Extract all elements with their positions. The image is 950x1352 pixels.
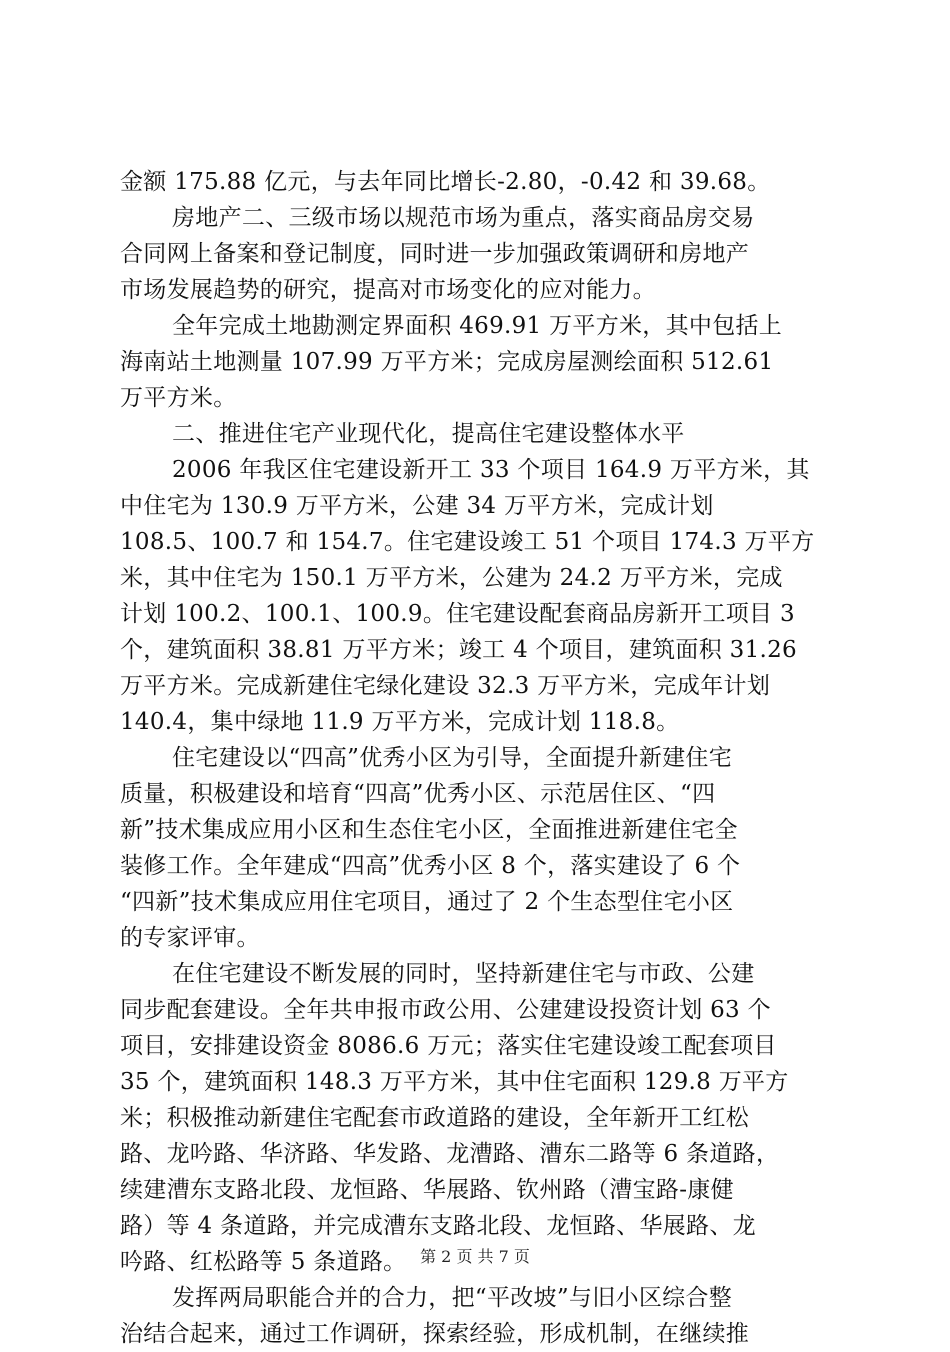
text-line: 中住宅为 130.9 万平方米，公建 34 万平方米，完成计划 <box>120 493 714 519</box>
text-line: 吟路、红松路等 5 条道路。 <box>120 1249 407 1275</box>
text-line: 同步配套建设。全年共申报市政公用、公建建设投资计划 63 个 <box>120 997 771 1023</box>
text-line: 续建漕东支路北段、龙恒路、华展路、钦州路（漕宝路-康健 <box>120 1177 734 1203</box>
section-heading: 二、推进住宅产业现代化，提高住宅建设整体水平 <box>172 421 685 447</box>
text-line: 住宅建设以“四高”优秀小区为引导，全面提升新建住宅 <box>172 745 733 771</box>
text-line: 米，其中住宅为 150.1 万平方米，公建为 24.2 万平方米，完成 <box>120 565 783 591</box>
text-line: 140.4，集中绿地 11.9 万平方米，完成计划 118.8。 <box>120 709 680 735</box>
text-line: 治结合起来，通过工作调研，探索经验，形成机制，在继续推 <box>120 1321 750 1347</box>
text-line: 万平方米。完成新建住宅绿化建设 32.3 万平方米，完成年计划 <box>120 673 771 699</box>
text-line: 项目，安排建设资金 8086.6 万元；落实住宅建设竣工配套项目 <box>120 1033 777 1059</box>
text-line: 路）等 4 条道路，并完成漕东支路北段、龙恒路、华展路、龙 <box>120 1213 756 1239</box>
text-line: 2006 年我区住宅建设新开工 33 个项目 164.9 万平方米，其 <box>172 457 810 483</box>
text-line: 35 个，建筑面积 148.3 万平方米，其中住宅面积 129.8 万平方 <box>120 1069 789 1095</box>
text-line: 海南站土地测量 107.99 万平方米；完成房屋测绘面积 512.61 <box>120 349 774 375</box>
text-line: 万平方米。 <box>120 385 237 411</box>
text-line: 金额 175.88 亿元，与去年同比增长-2.80，-0.42 和 39.68。 <box>120 169 771 195</box>
text-line: 合同网上备案和登记制度，同时进一步加强政策调研和房地产 <box>120 241 750 267</box>
page-footer <box>0 1245 950 1269</box>
text-line: “四新”技术集成应用住宅项目，通过了 2 个生态型住宅小区 <box>120 889 734 915</box>
text-line: 108.5、100.7 和 154.7。住宅建设竣工 51 个项目 174.3 万平方 <box>120 529 815 555</box>
text-line: 的专家评审。 <box>120 925 260 951</box>
page-number-label: 第 2 页 共 7 页 <box>420 1247 530 1266</box>
text-line: 计划 100.2、100.1、100.9。住宅建设配套商品房新开工项目 3 <box>120 601 795 627</box>
text-line: 米；积极推动新建住宅配套市政道路的建设，全年新开工红松 <box>120 1105 750 1131</box>
text-line: 市场发展趋势的研究，提高对市场变化的应对能力。 <box>120 277 656 303</box>
text-line: 房地产二、三级市场以规范市场为重点，落实商品房交易 <box>172 205 755 231</box>
text-line: 新”技术集成应用小区和生态住宅小区，全面推进新建住宅全 <box>120 817 738 843</box>
text-line: 装修工作。全年建成“四高”优秀小区 8 个，落实建设了 6 个 <box>120 853 741 879</box>
text-line: 路、龙吟路、华济路、华发路、龙漕路、漕东二路等 6 条道路， <box>120 1141 780 1167</box>
text-line: 全年完成土地勘测定界面积 469.91 万平方米，其中包括上 <box>172 313 783 339</box>
text-line: 在住宅建设不断发展的同时，坚持新建住宅与市政、公建 <box>172 961 755 987</box>
text-line: 发挥两局职能合并的合力，把“平改坡”与旧小区综合整 <box>172 1285 733 1311</box>
text-line: 质量，积极建设和培育“四高”优秀小区、示范居住区、“四 <box>120 781 716 807</box>
text-line: 个，建筑面积 38.81 万平方米；竣工 4 个项目，建筑面积 31.26 <box>120 637 797 663</box>
document-body <box>120 164 832 1352</box>
